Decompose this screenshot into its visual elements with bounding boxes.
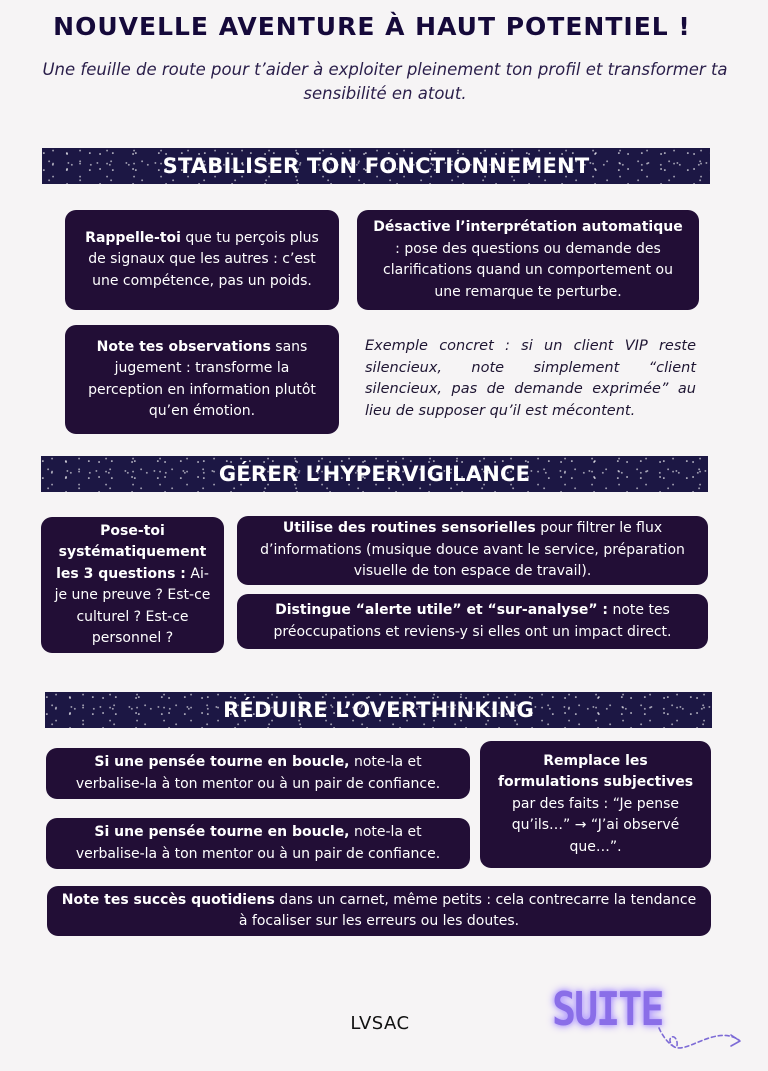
card-bold: Utilise des routines sensorielles <box>282 520 536 537</box>
card-text: note-la et verbalise-la à ton mentor ou à un pair de confiance. <box>75 754 441 792</box>
card-rappelle-toi <box>65 210 339 310</box>
card-text: sans jugement : transforme la perception en information plutôt qu’en émotion. <box>88 338 316 419</box>
card-distingue <box>237 594 708 649</box>
card-pensee-boucle-1 <box>46 748 470 799</box>
card-note-observations <box>65 325 339 434</box>
card-text: que tu perçois plus de signaux que les autres : c’est une compétence, pas un poids. <box>88 229 319 289</box>
card-text: pour filtrer le flux d’informations (musique douce avant le service, préparation visuelle de ton espace de travail). <box>260 520 685 580</box>
next-page-button[interactable]: SUITE <box>552 983 663 1037</box>
brand-label: LVSAC <box>350 1013 410 1034</box>
card-text: : pose des questions ou demande des clarifications quand un comportement ou une remarque te perturbe. <box>383 240 673 300</box>
card-bold: Note tes succès quotidiens <box>61 891 275 908</box>
card-desactive <box>357 210 699 310</box>
card-text: note-la et verbalise-la à ton mentor ou à un pair de confiance. <box>75 824 441 862</box>
card-bold: Distingue “alerte utile” et “sur-analyse” : <box>275 602 609 618</box>
card-routines-sensorielles <box>237 516 708 585</box>
example-text: Exemple concret : si un client VIP reste silencieux, note simplement “client silencieux, pas de demande exprimée” au lieu de supposer qu’il est mécontent. <box>365 338 696 419</box>
card-text: dans un carnet, même petits : cela contrecarre la tendance à focaliser sur les erreurs ou les doutes. <box>238 891 697 929</box>
card-formulations <box>480 741 711 868</box>
card-bold: Si une pensée tourne en boucle, <box>94 754 350 770</box>
card-pensee-boucle-2 <box>46 818 470 869</box>
card-succes-quotidiens <box>47 886 711 936</box>
card-bold: Désactive l’interprétation automatique <box>373 219 683 235</box>
card-text: note tes préoccupations et reviens-y si elles ont un impact direct. <box>273 602 672 640</box>
card-text: par des faits : “Je pense qu’ils…” → “J’ai observé que…”. <box>511 795 680 855</box>
section-heading-stabiliser: STABILISER TON FONCTIONNEMENT <box>42 148 710 184</box>
section-heading-hypervigilance: GÉRER L’HYPERVIGILANCE <box>41 456 708 492</box>
card-text: Ai-je une preuve ? Est-ce culturel ? Est-ce personnel ? <box>54 565 211 646</box>
card-bold: Si une pensée tourne en boucle, <box>94 824 350 840</box>
card-pose-toi <box>41 517 224 653</box>
card-bold: Rappelle-toi <box>85 229 181 246</box>
card-bold: Pose-toi systématiquement les 3 questions : <box>56 522 207 582</box>
section-heading-overthinking: RÉDUIRE L’OVERTHINKING <box>45 692 712 728</box>
card-bold: Remplace les formulations subjectives <box>497 752 694 791</box>
card-bold: Note tes observations <box>96 338 271 355</box>
page-title: NOUVELLE AVENTURE À HAUT POTENTIEL ! <box>53 12 691 41</box>
curved-arrow-icon[interactable] <box>655 1020 745 1060</box>
page-subtitle: Une feuille de route pour t’aider à exploiter pleinement ton profil et transformer ta sensibilité en atout. <box>42 60 728 103</box>
